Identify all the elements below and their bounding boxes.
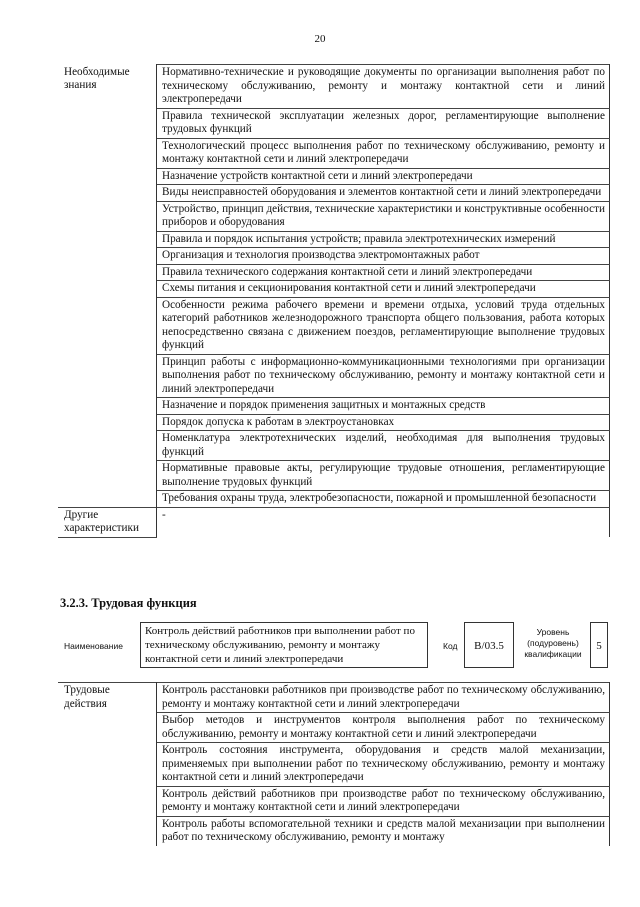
function-code: B/03.5	[464, 622, 514, 668]
knowledge-item: Технологический процесс выполнения работ по техническому обслуживанию, ремонту и монтажу контактной сети и линий электропередачи	[157, 138, 610, 168]
knowledge-label: Необходимые знания	[58, 65, 157, 508]
labor-action-item: Контроль работы вспомогательной техники и средств малой механизации при выполнении работ по техническому обслуживанию, ремонту и монтажу	[157, 816, 610, 846]
knowledge-item: Нормативные правовые акты, регулирующие трудовые отношения, регламентирующие выполнение трудовых функций	[157, 461, 610, 491]
other-characteristics-value: -	[157, 507, 610, 537]
other-characteristics-label: Другие характеристики	[58, 507, 157, 537]
knowledge-item: Виды неисправностей оборудования и элементов контактной сети и линий электропередачи	[157, 185, 610, 202]
knowledge-item: Правила и порядок испытания устройств; правила электротехнических измерений	[157, 231, 610, 248]
knowledge-item: Устройство, принцип действия, технические характеристики и конструктивные особенности приборов и оборудования	[157, 201, 610, 231]
labor-action-item: Контроль расстановки работников при производстве работ по техническому обслуживанию, ремонту и монтажу контактной сети и линий электропередачи	[157, 683, 610, 713]
section-heading: 3.2.3. Трудовая функция	[60, 596, 197, 610]
knowledge-item: Нормативно-технические и руководящие документы по организации выполнения работ по техническому обслуживанию, ремонту и монтажу контактной сети и линий электропередачи	[157, 65, 610, 109]
labor-function-row	[58, 621, 618, 673]
knowledge-table	[58, 64, 610, 538]
labor-actions-label: Трудовые действия	[58, 683, 157, 846]
name-label: Наименование	[64, 641, 123, 651]
qualification-level-label: Уровень (подуровень) квалификации	[524, 627, 582, 659]
knowledge-item: Назначение устройств контактной сети и линий электропередачи	[157, 168, 610, 185]
knowledge-item: Номенклатура электротехнических изделий, необходимая для выполнения трудовых функций	[157, 431, 610, 461]
page-number: 20	[314, 33, 326, 45]
labor-action-item: Выбор методов и инструментов контроля выполнения работ по техническому обслуживанию, ремонту и монтажу контактной сети и линий электропередачи	[157, 713, 610, 743]
knowledge-item: Назначение и порядок применения защитных и монтажных средств	[157, 398, 610, 415]
labor-action-item: Контроль действий работников при производстве работ по техническому обслуживанию, ремонту и монтажу контактной сети и линий электропередачи	[157, 786, 610, 816]
function-name: Контроль действий работников при выполнении работ по техническому обслуживанию, ремонту и монтажу контактной сети и линий электропередачи	[140, 622, 428, 668]
code-label: Код	[443, 641, 458, 651]
knowledge-item: Принцип работы с информационно-коммуникационными технологиями при организации выполнения работ по техническому обслуживанию, ремонту и монтажу контактной сети и линий электропередачи	[157, 354, 610, 398]
knowledge-item: Особенности режима рабочего времени и времени отдыха, условий труда отдельных категорий работников железнодорожного транспорта общего пользования, работа которых непосредственно связана с движением поездов, регламентирующие выполнение трудовых функций	[157, 297, 610, 354]
qualification-level: 5	[590, 622, 608, 668]
knowledge-item: Схемы питания и секционирования контактной сети и линий электропередачи	[157, 281, 610, 298]
labor-action-item: Контроль состояния инструмента, оборудования и средств малой механизации, применяемых при выполнении работ по техническому обслуживанию, ремонту и монтажу контактной сети и линий электропередачи	[157, 743, 610, 787]
knowledge-item: Правила технического содержания контактной сети и линий электропередачи	[157, 264, 610, 281]
knowledge-item: Правила технической эксплуатации железных дорог, регламентирующие выполнение трудовых функций	[157, 108, 610, 138]
knowledge-item: Порядок допуска к работам в электроустановках	[157, 414, 610, 431]
knowledge-item: Требования охраны труда, электробезопасности, пожарной и промышленной безопасности	[157, 491, 610, 508]
labor-actions-table	[58, 682, 610, 846]
knowledge-item: Организация и технология производства электромонтажных работ	[157, 248, 610, 265]
